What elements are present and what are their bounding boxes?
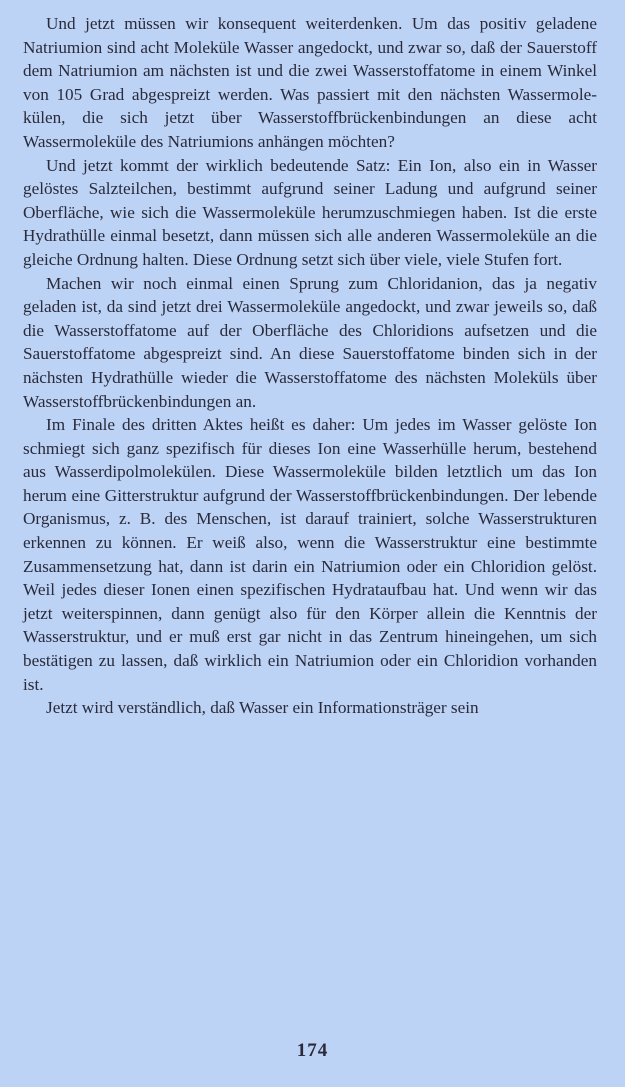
page-body [23,12,597,720]
paragraph: Und jetzt müssen wir konsequent weiterdenken. Um das positiv geladene Natriumion sind acht Moleküle Wasser angedockt, und zwar so, daß der Sauerstoff dem Natriumion am nächsten ist und die zwei Wasserstoffatome in einem Winkel von 105 Grad abgespreizt werden. Was passiert mit den nächsten Wassermolekülen, die sich jetzt über Wasserstoffbrückenbindungen an diese acht Wassermoleküle des Natriumions anhängen möchten? [23,14,597,151]
paragraph: Und jetzt kommt der wirklich bedeutende Satz: Ein Ion, also ein in Wasser gelöstes Salzteilchen, bestimmt aufgrund seiner Ladung und aufgrund seiner Oberfläche, wie sich die Wassermoleküle herumzuschmiegen haben. Ist die erste Hydrathülle einmal besetzt, dann müssen sich alle anderen Wassermoleküle an die gleiche Ordnung halten. Diese Ordnung setzt sich über viele, viele Stufen fort. [23,155,597,269]
page-number: 174 [296,1040,329,1061]
paragraph-last: Jetzt wird verständlich, daß Wasser ein Informationsträger sein [46,698,479,718]
paragraph: Machen wir noch einmal einen Sprung zum Chloridanion, das ja negativ geladen ist, da sind jetzt drei Wassermoleküle angedockt, und zwar jeweils so, daß die Wasserstoffatome auf der Oberfläche des Chloridions aufsetzen und die Sauerstoffatome abgespreizt sind. An diese Sauerstoffatome binden sich in der nächsten Hydrathülle wieder die Wasserstoffatome des nächsten Moleküls über Wasserstoffbrückenbindungen an. [23,273,597,411]
paragraph: Im Finale des dritten Aktes heißt es daher: Um jedes im Wasser gelöste Ion schmiegt sich ganz spezifisch für dieses Ion eine Wasserhülle herum, bestehend aus Wasserdipolmolekülen. Diese Wassermoleküle bilden letztlich um das Ion herum eine Gitterstruktur aufgrund der Wasserstoffbrückenbindungen. Der lebende Organismus, z. B. des Menschen, ist darauf trainiert, solche Wasserstrukturen erkennen zu können. Er weiß also, wenn die Wasserstruktur eine bestimmte Zusammensetzung hat, dann ist darin ein Natriumion oder ein Chloridion gelöst. Weil jedes dieser Ionen einen spezifischen Hydrataufbau hat. Und wenn wir das jetzt weiterspinnen, dann genügt also für den Körper allein die Kenntnis der Wasserstruktur, und er muß erst gar nicht in das Zentrum hineingehen, um sich bestätigen zu lassen, daß wirklich ein Natriumion oder ein Chloridion vorhanden ist. [23,415,597,694]
